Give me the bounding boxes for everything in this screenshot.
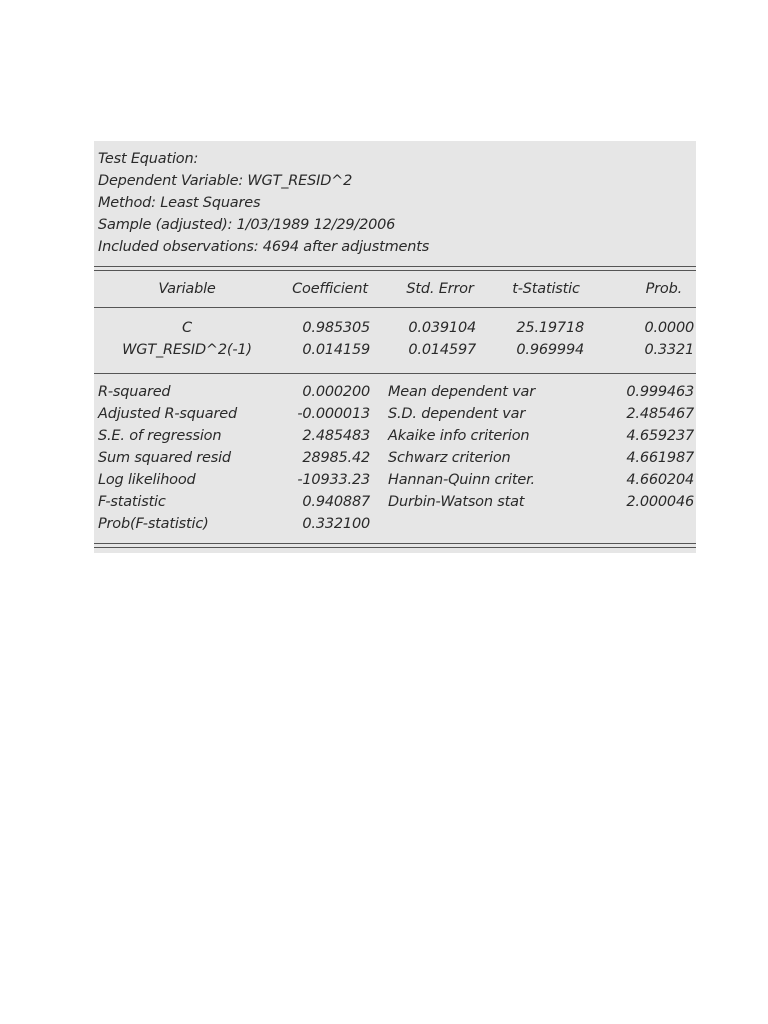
stat-label: S.D. dependent var — [388, 406, 526, 422]
column-header-coefficient: Coefficient — [292, 281, 368, 297]
stat-value: 4.660204 — [626, 472, 694, 488]
stat-label: Hannan-Quinn criter. — [388, 472, 535, 488]
column-header-prob: Prob. — [645, 281, 682, 297]
stat-value: 0.332100 — [302, 516, 370, 532]
stat-value: 28985.42 — [302, 450, 370, 466]
test-equation-label: Test Equation: — [98, 151, 199, 167]
method-line: Method: Least Squares — [98, 195, 261, 211]
variable-name: C — [182, 320, 192, 336]
stat-label: Adjusted R-squared — [98, 406, 237, 422]
table-bottom-rule — [94, 543, 696, 544]
stat-value: 2.485467 — [626, 406, 694, 422]
stat-label: Prob(F-statistic) — [98, 516, 209, 532]
stat-label: Akaike info criterion — [388, 428, 530, 444]
stat-value: 2.485483 — [302, 428, 370, 444]
stat-label: F-statistic — [98, 494, 166, 510]
stat-label: Sum squared resid — [98, 450, 231, 466]
stat-value: 4.661987 — [626, 450, 694, 466]
variable-name: WGT_RESID^2(-1) — [122, 342, 252, 358]
t-statistic-value: 0.969994 — [516, 342, 584, 358]
stat-value: 0.999463 — [626, 384, 694, 400]
std-error-value: 0.014597 — [408, 342, 476, 358]
stat-label: Log likelihood — [98, 472, 196, 488]
stat-label: R-squared — [98, 384, 171, 400]
t-statistic-value: 25.19718 — [516, 320, 584, 336]
observations-line: Included observations: 4694 after adjustments — [98, 239, 430, 255]
regression-output-panel — [94, 141, 696, 553]
stat-label: Schwarz criterion — [388, 450, 511, 466]
stat-value: 2.000046 — [626, 494, 694, 510]
table-bottom-rule-inner — [94, 547, 696, 548]
prob-value: 0.0000 — [644, 320, 694, 336]
stat-value: -10933.23 — [297, 472, 370, 488]
sample-line: Sample (adjusted): 1/03/1989 12/29/2006 — [98, 217, 396, 233]
column-header-std-error: Std. Error — [406, 281, 474, 297]
stat-label: Mean dependent var — [388, 384, 535, 400]
stat-value: 0.940887 — [302, 494, 370, 510]
stat-value: 0.000200 — [302, 384, 370, 400]
header-rule — [94, 307, 696, 308]
prob-value: 0.3321 — [644, 342, 694, 358]
coefficient-value: 0.014159 — [302, 342, 370, 358]
stat-label: S.E. of regression — [98, 428, 222, 444]
table-top-rule — [94, 266, 696, 267]
coefficients-bottom-rule — [94, 373, 696, 374]
dependent-variable-line: Dependent Variable: WGT_RESID^2 — [98, 173, 353, 189]
column-header-variable: Variable — [158, 281, 216, 297]
stat-label: Durbin-Watson stat — [388, 494, 525, 510]
column-header-t-statistic: t-Statistic — [512, 281, 580, 297]
stat-value: -0.000013 — [297, 406, 370, 422]
coefficient-value: 0.985305 — [302, 320, 370, 336]
stat-value: 4.659237 — [626, 428, 694, 444]
table-top-rule-inner — [94, 270, 696, 271]
std-error-value: 0.039104 — [408, 320, 476, 336]
